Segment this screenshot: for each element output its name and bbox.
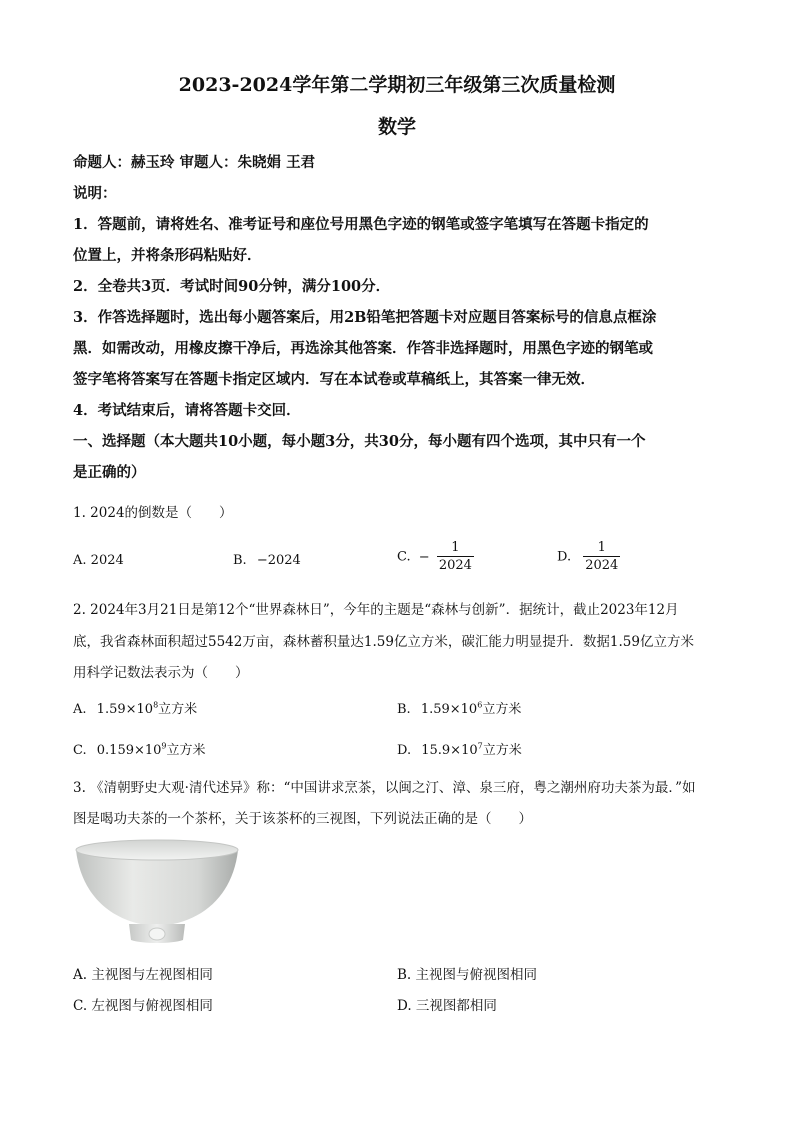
question-1-stem: 1. 2024的倒数是（ ） <box>73 505 233 521</box>
tea-cup-image <box>73 838 241 944</box>
q2-option-d <box>397 739 522 758</box>
tea-cup-drawing <box>73 838 241 944</box>
instruction-3c: 签字笔将答案写在答题卡指定区域内．写在本试卷或草稿纸上，其答案一律无效． <box>73 371 595 388</box>
instruction-2: 2．全卷共3页．考试时间90分钟，满分100分． <box>73 278 391 295</box>
question-2-line1: 2. 2024年3月21日是第12个“世界森林日”，今年的主题是“森林与创新”．据统计，截止2023年12月 <box>73 602 679 618</box>
q2-option-c-label: C. <box>73 743 87 758</box>
q2-option-d-label: D. <box>397 743 412 758</box>
instruction-1a: 1．答题前，请将姓名、准考证号和座位号用黑色字迹的钢笔或签字笔填写在答题卡指定的 <box>73 216 649 233</box>
q3-option-c: C. 左视图与俯视图相同 <box>73 998 213 1014</box>
q1-option-c-sign: − <box>418 549 430 565</box>
q2-option-a-base: 1.59×10 <box>96 702 154 717</box>
subject-title: 数学 <box>377 116 416 138</box>
q1-option-a <box>73 553 124 568</box>
q2-option-d-unit: 立方米 <box>482 743 522 758</box>
q2-option-a-unit: 立方米 <box>158 702 198 717</box>
q2-option-a-label: A. <box>73 702 87 717</box>
q1-option-c-fraction <box>437 540 474 574</box>
q1-option-c-denominator: 2024 <box>438 558 472 573</box>
q1-option-c-numerator: 1 <box>451 540 460 555</box>
q2-option-b-label: B. <box>397 702 411 717</box>
q1-option-c-label: C. <box>397 549 411 565</box>
q2-option-d-base: 15.9×10 <box>421 743 478 758</box>
q2-option-d-exponent: 7 <box>477 741 483 751</box>
exam-title: 2023-2024学年第二学期初三年级第三次质量检测 <box>178 74 616 96</box>
q1-option-b <box>233 553 301 568</box>
q1-option-b-text: −2024 <box>256 553 301 568</box>
q3-option-d: D. 三视图都相同 <box>397 998 497 1014</box>
section-heading-line1: 一、选择题（本大题共10小题，每小题3分，共30分，每小题有四个选项，其中只有一个 <box>73 433 646 450</box>
q2-option-a <box>73 698 197 717</box>
q2-option-b-base: 1.59×10 <box>420 702 478 717</box>
authors-line: 命题人：赫玉玲 审题人：朱晓娟 王君 <box>73 154 316 171</box>
q2-option-b <box>397 698 521 717</box>
q1-option-c <box>397 540 474 574</box>
q2-option-a-exponent: 8 <box>153 700 159 710</box>
q2-option-b-exponent: 6 <box>477 700 483 710</box>
q1-option-b-label: B. <box>233 553 247 568</box>
q1-option-d-denominator: 2024 <box>585 558 619 573</box>
q1-option-d-numerator: 1 <box>597 540 606 555</box>
q2-option-b-unit: 立方米 <box>482 702 522 717</box>
q3-option-b: B. 主视图与俯视图相同 <box>397 967 538 983</box>
q1-option-d-fraction <box>583 540 620 574</box>
q1-option-d-label: D. <box>557 549 572 565</box>
q2-option-c-unit: 立方米 <box>166 743 206 758</box>
instruction-4: 4．考试结束后，请将答题卡交回． <box>73 402 301 419</box>
question-3-line1: 3. 《清朝野史大观·清代述异》称：“中国讲求烹茶，以闽之汀、漳、泉三府，粤之潮州府功夫茶为最．”如 <box>73 780 696 796</box>
q1-option-a-text: 2024 <box>90 553 124 568</box>
question-2-line3: 用科学记数法表示为（ ） <box>73 665 249 681</box>
q1-option-d <box>557 540 620 574</box>
instruction-3a: 3．作答选择题时，选出每小题答案后，用2B铅笔把答题卡对应题目答案标号的信息点框涂 <box>73 309 657 326</box>
instructions-label: 说明： <box>73 185 117 202</box>
q2-option-c <box>73 739 206 758</box>
section-heading-line2: 是正确的） <box>73 464 146 481</box>
instruction-1b: 位置上，并将条形码粘贴好． <box>73 247 262 264</box>
instruction-3b: 黑．如需改动，用橡皮擦干净后，再选涂其他答案．作答非选择题时，用黑色字迹的钢笔或 <box>73 340 653 357</box>
question-2-line2: 底，我省森林面积超过5542万亩，森林蓄积量达1.59亿立方米，碳汇能力明显提升．数据1.59亿立方米 <box>73 634 694 650</box>
q3-option-a: A. 主视图与左视图相同 <box>73 967 213 983</box>
q1-option-a-label: A. <box>73 553 87 568</box>
q2-option-c-base: 0.159×10 <box>96 743 162 758</box>
q2-option-c-exponent: 9 <box>161 741 167 751</box>
question-3-line2: 图是喝功夫茶的一个茶杯，关于该茶杯的三视图，下列说法正确的是（ ） <box>73 811 532 827</box>
